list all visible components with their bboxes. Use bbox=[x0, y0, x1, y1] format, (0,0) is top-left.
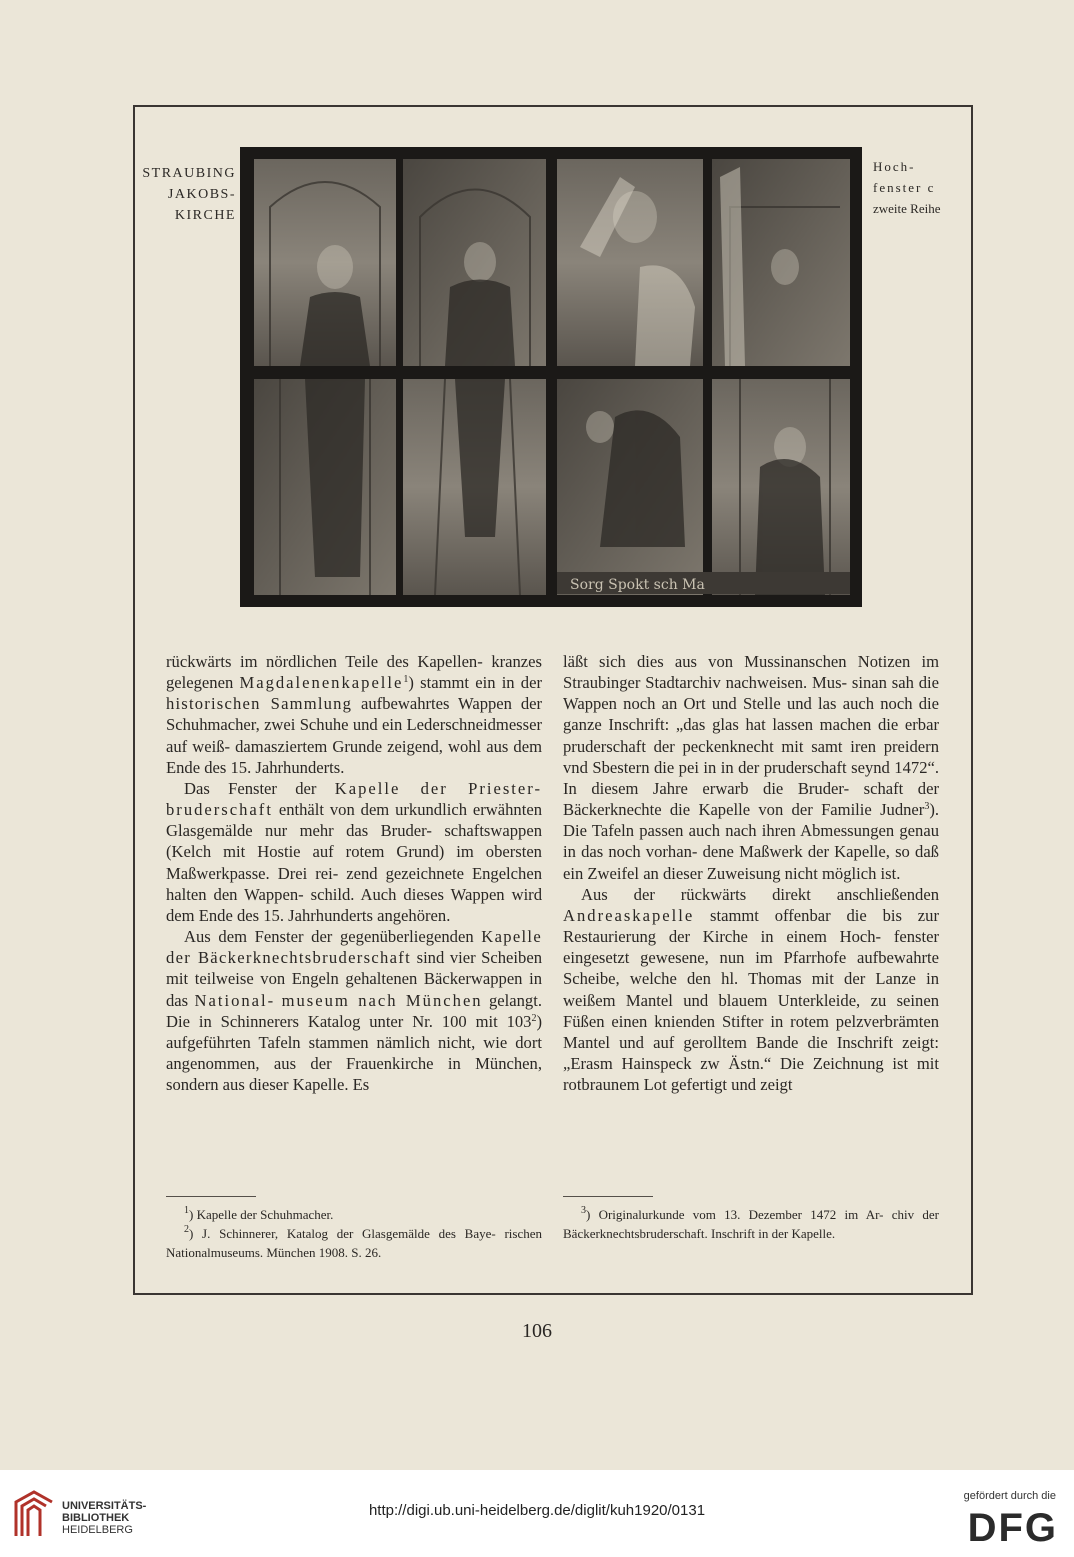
text-line: „Erasm Hainspeck zw Ästn.“ Die Zeichnung bbox=[563, 1053, 884, 1073]
text-line: Aus dem Fenster der gegenüberliegenden bbox=[184, 927, 474, 947]
viewer-footer bbox=[0, 1470, 1074, 1557]
text-line: aufgeführten Tafeln stammen nämlich nicht, bbox=[166, 1032, 476, 1052]
paragraph bbox=[563, 884, 939, 1096]
text-line: enthält von dem urkundlich bbox=[272, 800, 467, 820]
text-line: erwähnten Glasgemälde nur mehr das Bruder- bbox=[166, 800, 542, 841]
text-line: damasziertem Grunde zeigend, wohl aus dem bbox=[235, 736, 542, 756]
footnotes-right bbox=[563, 1205, 939, 1243]
text-line: Unterkleide, zu seinen Füßen einen knienden bbox=[563, 990, 939, 1031]
text-line: gelangt. Die in bbox=[166, 990, 542, 1031]
spaced-term: Kapelle der Priester- bbox=[334, 778, 542, 798]
paragraph bbox=[166, 778, 542, 926]
footnotes-left bbox=[166, 1205, 542, 1262]
caption-location bbox=[136, 163, 236, 226]
paragraph bbox=[166, 651, 542, 778]
text-line: Grund) im obersten Maßwerkpasse. Drei rei- bbox=[166, 842, 542, 883]
footnote-ref: 1 bbox=[403, 674, 409, 686]
permalink[interactable]: http://digi.ub.uni-heidelberg.de/diglit/kuh1920/0131 bbox=[368, 1502, 706, 1519]
text-line: stammt offenbar die bis bbox=[694, 905, 902, 925]
caption-window bbox=[873, 156, 973, 219]
paragraph bbox=[563, 651, 939, 884]
footnote-text: ) Originalurkunde vom 13. Dezember 1472 im Ar- bbox=[586, 1207, 884, 1222]
text-column-left bbox=[166, 651, 542, 1095]
text-line: wie dort angenommen, aus der Frauenkirche bbox=[166, 1032, 542, 1073]
text-line: Stifter in rotem pelzverbrämten Mantel und bbox=[563, 1011, 939, 1052]
text-line: sind vier Scheiben mit teilweise von Engeln bbox=[166, 948, 542, 989]
text-line: Familie Judner bbox=[821, 800, 925, 820]
text-line: Schinnerers Katalog unter Nr. 100 mit 103 bbox=[220, 1011, 532, 1031]
text-line: Aus der rückwärts direkt anschließenden bbox=[581, 884, 939, 904]
text-line: schild. Auch dieses Wappen wird dem Ende bbox=[166, 884, 542, 925]
footnote-ref: 2 bbox=[531, 1012, 537, 1024]
text-line: zend gezeichnete Engelchen halten den Wappen- bbox=[166, 863, 542, 904]
text-line: des 15. Jahrhunderts angehören. bbox=[236, 905, 451, 925]
footnote bbox=[166, 1224, 542, 1262]
footnote-text: rischen Nationalmuseums. München 1908. S. 26. bbox=[166, 1226, 543, 1260]
caption-line: fenster c bbox=[873, 180, 936, 195]
text-line: aufbewahrte Scheibe, welche den hl. Thomas bbox=[563, 948, 939, 989]
caption-line: zweite Reihe bbox=[873, 201, 941, 216]
text-line: glas hat lassen machen die erbar pruderschaft bbox=[563, 715, 939, 756]
text-line: in München, sondern aus dieser Kapelle. Es bbox=[166, 1053, 542, 1095]
text-line: Sbestern die pei in in der pruderschaft seynd bbox=[592, 757, 890, 777]
text-line: rückwärts im nördlichen Teile des Kapellen- bbox=[166, 652, 483, 671]
footnote-rule bbox=[563, 1196, 653, 1197]
text-line: dene Maßwerk der Kapelle, so daß ein Zweifel bbox=[563, 842, 939, 883]
university-name-line: UNIVERSITÄTS- bbox=[62, 1500, 147, 1512]
spaced-term: Magdalenenkapelle bbox=[239, 673, 404, 693]
text-line: kranzes gelegenen bbox=[166, 652, 542, 693]
text-line: 1472“. In diesem Jahre erwarb die Bruder- bbox=[563, 757, 939, 798]
text-line: läßt sich dies aus von Mussinanschen Notizen bbox=[563, 652, 911, 671]
text-line: ) bbox=[408, 673, 414, 693]
caption-line: JAKOBS- bbox=[167, 187, 236, 202]
text-line: im Straubinger Stadtarchiv nachweisen. Mus- bbox=[563, 652, 939, 693]
text-line: ) bbox=[536, 1011, 543, 1031]
footnote-text: chiv der Bäckerknechtsbruderschaft. Inschrift in der bbox=[563, 1207, 940, 1241]
footnote-text: Kapelle. bbox=[791, 1226, 836, 1241]
spaced-term: historischen Sammlung bbox=[166, 694, 353, 714]
text-line: sinan sah die Wappen noch an Ort und Stelle bbox=[563, 673, 940, 714]
spaced-term: museum nach München bbox=[281, 990, 483, 1010]
text-line: ihren Abmessungen genau in das noch vorhan- bbox=[563, 821, 939, 862]
university-name-line: HEIDELBERG bbox=[62, 1524, 133, 1536]
text-line: schaftswappen (Kelch mit Hostie auf rotem bbox=[166, 821, 542, 862]
dfg-logo: DFG bbox=[967, 1506, 1058, 1550]
text-line: aufbewahrtes Wappen der Schuhmacher, zwei bbox=[166, 694, 543, 735]
university-name-line: BIBLIOTHEK bbox=[62, 1512, 130, 1524]
caption-line: Hoch- bbox=[873, 159, 916, 174]
spaced-term: National- bbox=[194, 990, 276, 1010]
text-line: an dieser Zuweisung nicht möglich ist. bbox=[643, 863, 901, 883]
text-line: schaft der Bäckerknechte die Kapelle von der bbox=[563, 778, 939, 820]
footnote-rule bbox=[166, 1196, 256, 1197]
glass-inscription: Sorg Spokt sch Ma bbox=[570, 577, 705, 593]
text-column-right bbox=[563, 651, 939, 1095]
footnote-text: ) Kapelle der Schuhmacher. bbox=[189, 1207, 334, 1222]
text-line: der peckenknecht mit samt iren preidern vnd bbox=[563, 736, 939, 777]
footnote-number: 2 bbox=[184, 1224, 189, 1235]
footnote-text: ) J. Schinnerer, Katalog der Glasgemälde des Baye- bbox=[189, 1226, 496, 1241]
text-line: und las auch noch die ganze Inschrift: „das bbox=[563, 694, 939, 735]
spaced-term: Andreaskapelle bbox=[563, 905, 695, 925]
text-line: Das Fenster der bbox=[184, 778, 335, 798]
footnote-number: 3 bbox=[581, 1205, 586, 1216]
footnote bbox=[563, 1205, 939, 1243]
text-line: Ende des 15. Jahrhunderts. bbox=[166, 757, 345, 777]
footnote-number: 1 bbox=[184, 1205, 189, 1216]
text-line: zur Restaurierung der Kirche in einem Hoch- bbox=[563, 905, 939, 947]
caption-line: KIRCHE bbox=[174, 208, 236, 223]
footnote bbox=[166, 1205, 542, 1224]
footnote-ref: 3 bbox=[924, 801, 930, 813]
caption-line: STRAUBING bbox=[142, 166, 236, 181]
text-line: mit der Lanze in weißem Mantel und blauem bbox=[563, 969, 940, 1010]
spaced-term: bruderschaft bbox=[166, 800, 273, 820]
page-number: 106 bbox=[522, 1320, 552, 1342]
paragraph bbox=[166, 926, 542, 1095]
text-line: stammt ein in der bbox=[420, 673, 542, 693]
funding-caption: gefördert durch die bbox=[963, 1490, 1056, 1502]
text-line: fenster eingesetzt gewesene, nun im Pfarrhofe bbox=[563, 927, 939, 968]
text-line: auf gerolltem Bande die Inschrift zeigt: bbox=[653, 1032, 939, 1052]
text-line: Schuhe und ein Lederschneidmesser auf weiß- bbox=[166, 715, 542, 756]
text-line: gehaltenen Bäckerwappen in das bbox=[166, 969, 542, 1010]
stained-glass-photo bbox=[240, 147, 862, 607]
spaced-term: Kapelle der Bäckerknechtsbruderschaft bbox=[166, 927, 542, 968]
text-line: ). Die Tafeln passen auch nach bbox=[563, 800, 939, 841]
text-line: ist mit rotbraunem Lot gefertigt und zeigt bbox=[563, 1053, 939, 1095]
